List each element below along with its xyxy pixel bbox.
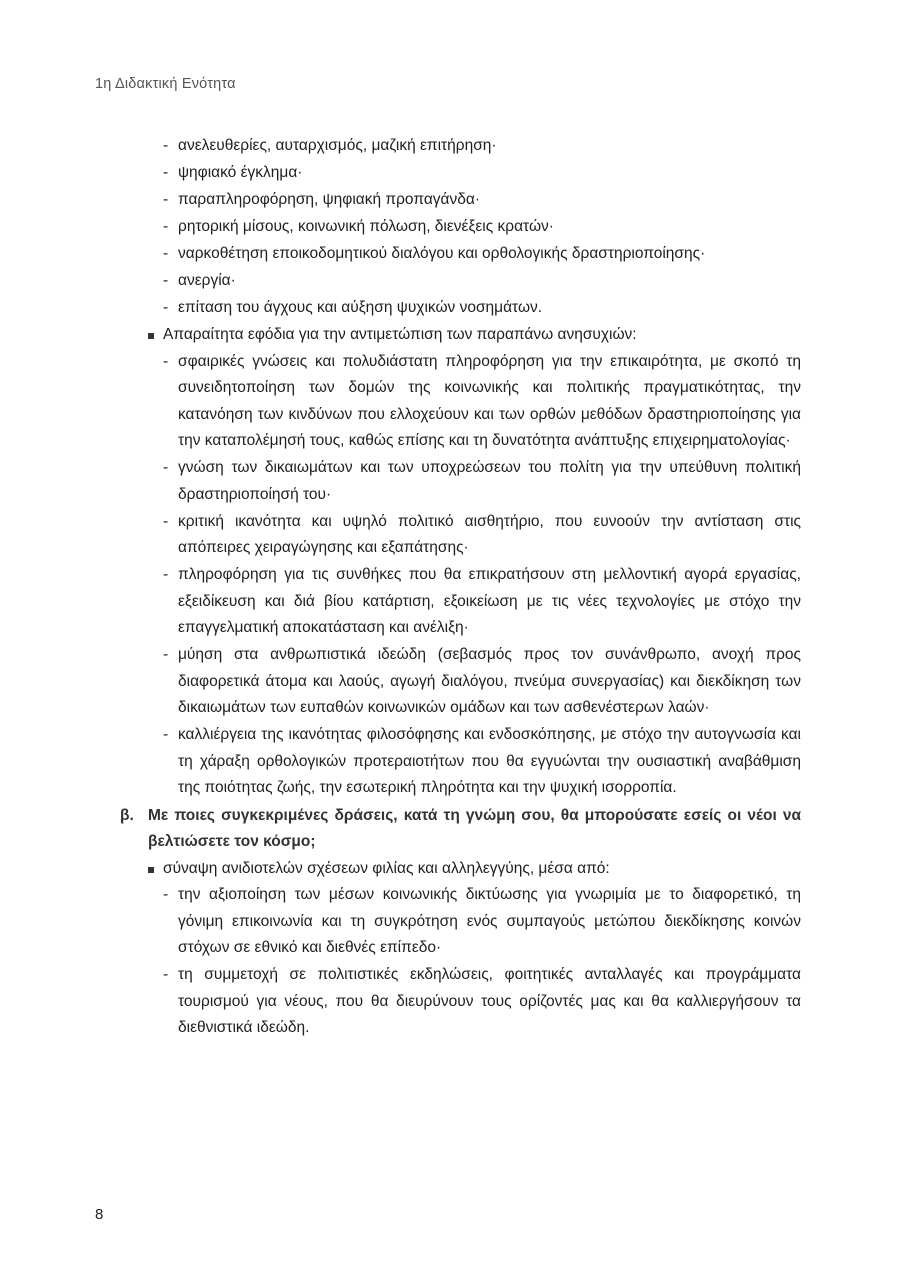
list-item: [163, 187, 801, 214]
dash-marker: -: [163, 164, 169, 181]
list-item: [163, 241, 801, 268]
square-bullet-icon: [148, 333, 154, 339]
list-item-text: την αξιοποίηση των μέσων κοινωνικής δικτύωσης για γνωριμία με το διαφορετικό, τη γόνιμη επικοινωνία και τη συγκρότηση ενός συμπαγούς μετώπου διεκδίκησης κοινών στόχων σε εθνικό και διεθνές επίπεδο·: [178, 886, 801, 956]
list-item-text: μύηση στα ανθρωπιστικά ιδεώδη (σεβασμός προς τον συνάνθρωπο, ανοχή προς διαφορετικά άτομα και λαούς, αγωγή διαλόγου, πνεύμα συνεργασίας) και διεκδίκηση των δικαιωμάτων των ευπαθών κοινωνικών ομάδων και των ασθενέστερων λαών·: [178, 646, 801, 716]
dash-marker: -: [163, 245, 169, 262]
dash-marker: -: [163, 726, 169, 743]
dash-marker: -: [163, 512, 169, 530]
dash-marker: -: [163, 218, 169, 235]
list-item-text: ανελευθερίες, αυταρχισμός, μαζική επιτήρηση·: [178, 137, 497, 154]
list-item-text: καλλιέργεια της ικανότητας φιλοσόφησης και ενδοσκόπησης, με στόχο την αυτογνωσία και τη χάραξη ορθολογικών προτεραιοτήτων που θα εγγυώνται την ουσιαστική αναβάθμιση της ποιότητας ζωής, την εσωτερική πληρότητα και την ψυχική ισορροπία.: [178, 726, 801, 796]
list-item-text: γνώση των δικαιωμάτων και των υποχρεώσεων του πολίτη για την υπεύθυνη πολιτική δραστηριοποίησή του·: [178, 459, 801, 503]
bullet-item: [163, 322, 801, 349]
list-item: [163, 509, 801, 562]
dash-marker: -: [163, 459, 169, 476]
bullet-item: [163, 856, 801, 883]
dash-marker: -: [163, 352, 169, 370]
dash-marker: -: [163, 646, 169, 663]
dash-marker: -: [163, 299, 169, 316]
dash-marker: -: [163, 272, 169, 289]
question-b: [120, 803, 801, 856]
list-item: [163, 962, 801, 1042]
list-item: [163, 160, 801, 187]
question-text: Με ποιες συγκεκριμένες δράσεις, κατά τη γνώμη σου, θα μπορούσατε εσείς οι νέοι να βελτιώσετε τον κόσμο;: [148, 806, 801, 850]
list-item: [163, 349, 801, 455]
dash-marker: -: [163, 191, 169, 208]
list-item-text: σφαιρικές γνώσεις και πολυδιάστατη πληροφόρηση για την επικαιρότητα, με σκοπό τη συνειδητοποίηση των δομών της κοινωνικής και πολιτικής πραγματικότητας, την κατανόηση των κινδύνων που ελλοχεύουν και των ορθών μεθόδων δραστηριοποίησης για την καταπολέμησή τους, καθώς επίσης και τη δυνατότητα ανάπτυξης επιχειρηματολογίας·: [178, 352, 801, 449]
list-item: [163, 455, 801, 508]
list-item-text: ρητορική μίσους, κοινωνική πόλωση, διενέξεις κρατών·: [178, 218, 554, 235]
list-item: [163, 642, 801, 722]
list-item: [163, 268, 801, 295]
list-item-text: ανεργία·: [178, 272, 236, 289]
dash-marker: -: [163, 137, 169, 154]
bullet-text: Απαραίτητα εφόδια για την αντιμετώπιση των παραπάνω ανησυχιών:: [163, 326, 637, 343]
list-item-text: ναρκοθέτηση εποικοδομητικού διαλόγου και ορθολογικής δραστηριοποίησης·: [178, 245, 706, 262]
list-item: [163, 882, 801, 962]
page-content: [0, 133, 900, 1042]
dash-marker: -: [163, 966, 169, 983]
list-item: [163, 295, 801, 322]
dash-marker: -: [163, 566, 169, 583]
list-item-text: πληροφόρηση για τις συνθήκες που θα επικρατήσουν στη μελλοντική αγορά εργασίας, εξειδίκευση και διά βίου κατάρτιση, εξοικείωση με τις νέες τεχνολογίες με στόχο την επαγγελματική αποκατάσταση και ανέλιξη·: [178, 566, 801, 636]
page-number: 8: [95, 1206, 104, 1223]
square-bullet-icon: [148, 867, 154, 873]
list-item-text: παραπληροφόρηση, ψηφιακή προπαγάνδα·: [178, 191, 480, 208]
running-head: 1η Διδακτική Ενότητα: [95, 76, 236, 92]
dash-marker: -: [163, 886, 169, 903]
list-item: [163, 562, 801, 642]
list-item-text: ψηφιακό έγκλημα·: [178, 164, 303, 181]
list-item: [163, 133, 801, 160]
list-item-text: επίταση του άγχους και αύξηση ψυχικών νοσημάτων.: [178, 299, 543, 316]
list-item-text: τη συμμετοχή σε πολιτιστικές εκδηλώσεις, φοιτητικές ανταλλαγές και προγράμματα τουρισμού για νέους, που θα διευρύνουν τους ορίζοντές μας και θα καλλιεργήσουν τα διεθνιστικά ιδεώδη.: [178, 966, 801, 1036]
list-item: [163, 722, 801, 802]
list-item-text: κριτική ικανότητα και υψηλό πολιτικό αισθητήριο, που ευνοούν την αντίσταση στις απόπειρες χειραγώγησης και εξαπάτησης·: [178, 512, 801, 556]
question-label: β.: [120, 806, 134, 824]
list-item: [163, 214, 801, 241]
bullet-text: σύναψη ανιδιοτελών σχέσεων φιλίας και αλληλεγγύης, μέσα από:: [163, 859, 610, 877]
